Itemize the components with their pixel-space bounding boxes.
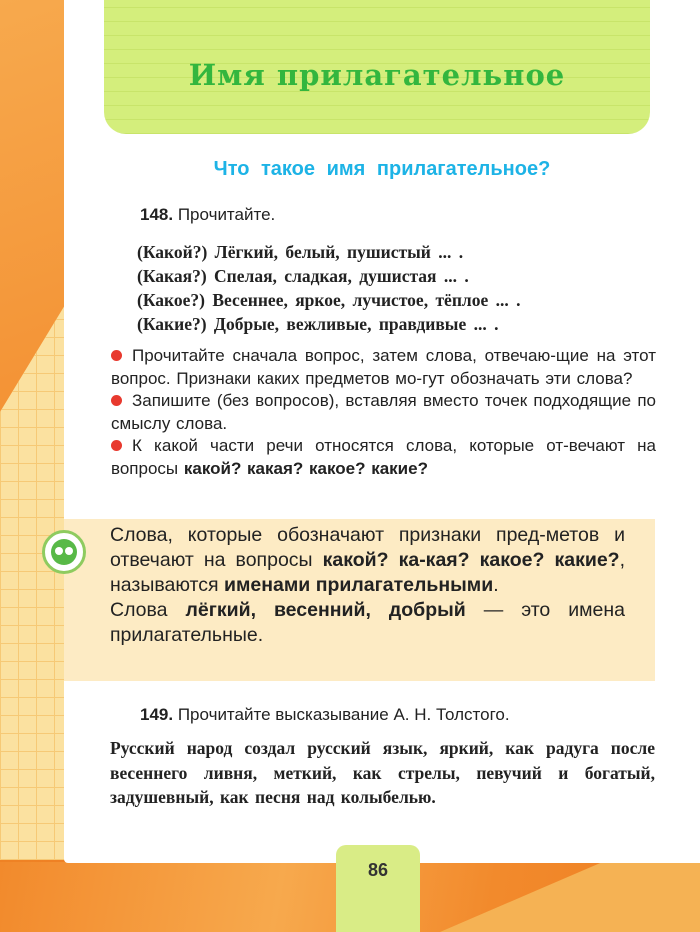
task-bold-questions: какой? какая? какое? какие? xyxy=(183,458,428,478)
exercise-line: (Какой?) Лёгкий, белый, пушистый ... . xyxy=(137,242,464,262)
exercise-148-lines xyxy=(137,240,657,336)
exercise-line: (Какие?) Добрые, вежливые, правдивые ... . xyxy=(137,314,499,334)
task-item xyxy=(111,435,656,480)
task-text: К какой части речи относятся слова, которые от-вечают на вопросы xyxy=(111,436,656,478)
chapter-title: Имя прилагательное xyxy=(188,58,566,92)
rule-text-part: . xyxy=(493,574,499,596)
task-item xyxy=(111,390,656,435)
task-text: Запишите (без вопросов), вставляя вместо точек подходящие по смыслу слова. xyxy=(111,391,656,433)
rule-bold-examples: лёгкий, весенний, добрый xyxy=(185,599,466,621)
exercise-line: (Какая?) Спелая, сладкая, душистая ... . xyxy=(137,266,469,286)
rule-text-part: Слова xyxy=(110,599,186,621)
owl-icon xyxy=(42,530,86,574)
exercise-148-number: 148. xyxy=(140,205,174,224)
rule-text-part: Слова, которые обозначают признаки пред-метов и отвечают на вопросы xyxy=(110,524,625,571)
page-number: 86 xyxy=(367,860,389,880)
task-item xyxy=(111,345,656,390)
exercise-149-quote: Русский народ создал русский язык, яркий, как радуга после весеннего ливня, меткий, как стрелы, певучий и богатый, задушевный, как песня над колыбелью. xyxy=(110,738,655,807)
exercise-149-number: 149. xyxy=(140,705,174,724)
rule-paragraph xyxy=(110,523,625,598)
page-number-tab xyxy=(336,845,420,932)
exercise-148-instruction: Прочитайте. xyxy=(177,205,276,224)
exercise-149-instruction: Прочитайте высказывание А. Н. Толстого. xyxy=(177,705,510,724)
rule-bold-questions: какой? ка-кая? какое? какие? xyxy=(322,549,620,571)
rule-text xyxy=(110,523,625,648)
rule-bold-term: именами прилагательными xyxy=(223,574,494,596)
bullet-icon xyxy=(111,395,122,406)
exercise-149-heading xyxy=(140,705,510,725)
rule-text-part: , называются xyxy=(110,549,625,596)
bullet-icon xyxy=(111,440,122,451)
task-text: Прочитайте сначала вопрос, затем слова, отвечаю-щие на этот вопрос. Признаки каких предметов мо-гут обозначать эти слова? xyxy=(111,346,656,388)
exercise-line: (Какое?) Весеннее, яркое, лучистое, тёплое ... . xyxy=(137,290,521,310)
exercise-148-tasks xyxy=(111,345,656,480)
rule-text-part: — это имена прилагательные. xyxy=(110,599,625,646)
bullet-icon xyxy=(111,350,122,361)
exercise-148-heading xyxy=(140,205,275,225)
section-subtitle: Что такое имя прилагательное? xyxy=(213,158,551,180)
rule-paragraph xyxy=(110,598,625,648)
